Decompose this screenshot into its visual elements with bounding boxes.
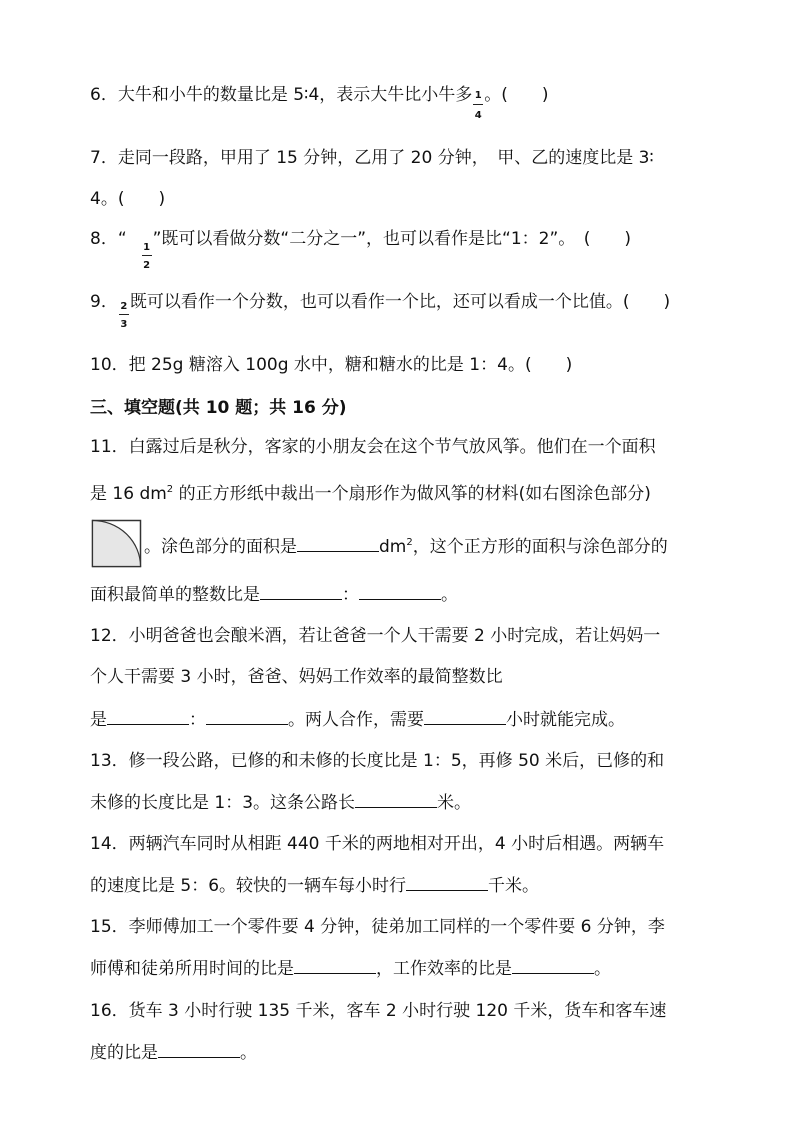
answer-blank-11b[interactable]	[260, 585, 342, 600]
answer-blank-11c[interactable]	[359, 585, 441, 600]
question-7-line-1: 7．走同一段路，甲用了 15 分钟，乙用了 20 分钟， 甲、乙的速度比是 3∶	[90, 148, 654, 168]
fraction-one-half: $\frac{1}{2}$	[143, 242, 151, 271]
answer-blank-12b[interactable]	[206, 710, 288, 725]
answer-blank-14[interactable]	[406, 876, 488, 891]
question-15-line-1: 15．李师傅加工一个零件要 4 分钟，徒弟加工同样的一个零件要 6 分钟，李	[90, 917, 665, 937]
shaded-sector-figure	[91, 519, 143, 569]
question-8: 8．“ $\frac{1}{2}$ ”既可以看做分数“二分之一”，也可以看作是比“1：2”。 ( )	[90, 229, 632, 271]
question-12-line-3: 是 ： 。两人合作，需要 小时就能完成。	[90, 710, 625, 730]
answer-blank-15a[interactable]	[294, 959, 376, 974]
question-11-line-2: 是 16 $dm^2$ 的正方形纸中裁出一个扇形作为做风筝的材料(如右图涂色部分)	[90, 484, 651, 504]
question-15-line-2: 师傅和徒弟所用时间的比是 ，工作效率的比是 。	[90, 959, 611, 979]
question-11-line-1: 11．白露过后是秋分，客家的小朋友会在这个节气放风筝。他们在一个面积	[90, 437, 656, 457]
question-12-line-2: 个人干需要 3 小时，爸爸、妈妈工作效率的最简整数比	[90, 667, 503, 687]
question-9-text: 既可以看作一个分数，也可以看作一个比，还可以看成一个比值。( )	[129, 292, 671, 312]
question-9: 9． $\frac{2}{3}$ 既可以看作一个分数，也可以看作一个比，还可以看成一个比值。( )	[90, 292, 671, 330]
answer-blank-16[interactable]	[158, 1043, 240, 1058]
question-6-answer-parens: 。( )	[484, 85, 549, 105]
question-12-line-1: 12．小明爸爸也会酿米酒，若让爸爸一个人干需要 2 小时完成，若让妈妈一	[90, 626, 661, 646]
question-7-line-2: 4。( )	[90, 189, 166, 209]
question-10: 10．把 25g 糖溶入 100g 水中，糖和糖水的比是 1：4。( )	[90, 355, 573, 375]
question-13-line-1: 13．修一段公路，已修的和未修的长度比是 1：5，再修 50 米后，已修的和	[90, 751, 665, 771]
question-14-line-1: 14．两辆汽车同时从相距 440 千米的两地相对开出，4 小时后相遇。两辆车	[90, 834, 665, 854]
question-8-text: ”既可以看做分数“二分之一”，也可以看作是比“1：2”。 ( )	[152, 229, 632, 249]
question-13-line-2: 未修的长度比是 1：3。这条公路长 米。	[90, 793, 472, 813]
question-14-line-2: 的速度比是 5：6。较快的一辆车每小时行 千米。	[90, 876, 540, 896]
answer-blank-11a[interactable]	[297, 537, 379, 552]
fraction-one-quarter: $\frac{1}{4}$	[474, 90, 482, 121]
question-11-line-4: 面积最简单的整数比是 ： 。	[90, 585, 458, 605]
section-3-heading: 三、填空题(共 10 题；共 16 分)	[90, 398, 347, 418]
question-11-line-3: 。涂色部分的面积是 $dm^2$，这个正方形的面积与涂色部分的	[144, 537, 668, 557]
answer-blank-13[interactable]	[355, 793, 437, 808]
answer-blank-15b[interactable]	[512, 959, 594, 974]
answer-blank-12a[interactable]	[107, 710, 189, 725]
question-16-line-2: 度的比是 。	[90, 1043, 257, 1063]
question-6-text: 6．大牛和小牛的数量比是 5∶4，表示大牛比小牛多	[90, 85, 473, 105]
question-16-line-1: 16．货车 3 小时行驶 135 千米，客车 2 小时行驶 120 千米，货车和客车速	[90, 1001, 667, 1021]
fraction-two-thirds: $\frac{2}{3}$	[120, 301, 128, 330]
answer-blank-12c[interactable]	[424, 710, 506, 725]
question-6	[90, 84, 549, 121]
